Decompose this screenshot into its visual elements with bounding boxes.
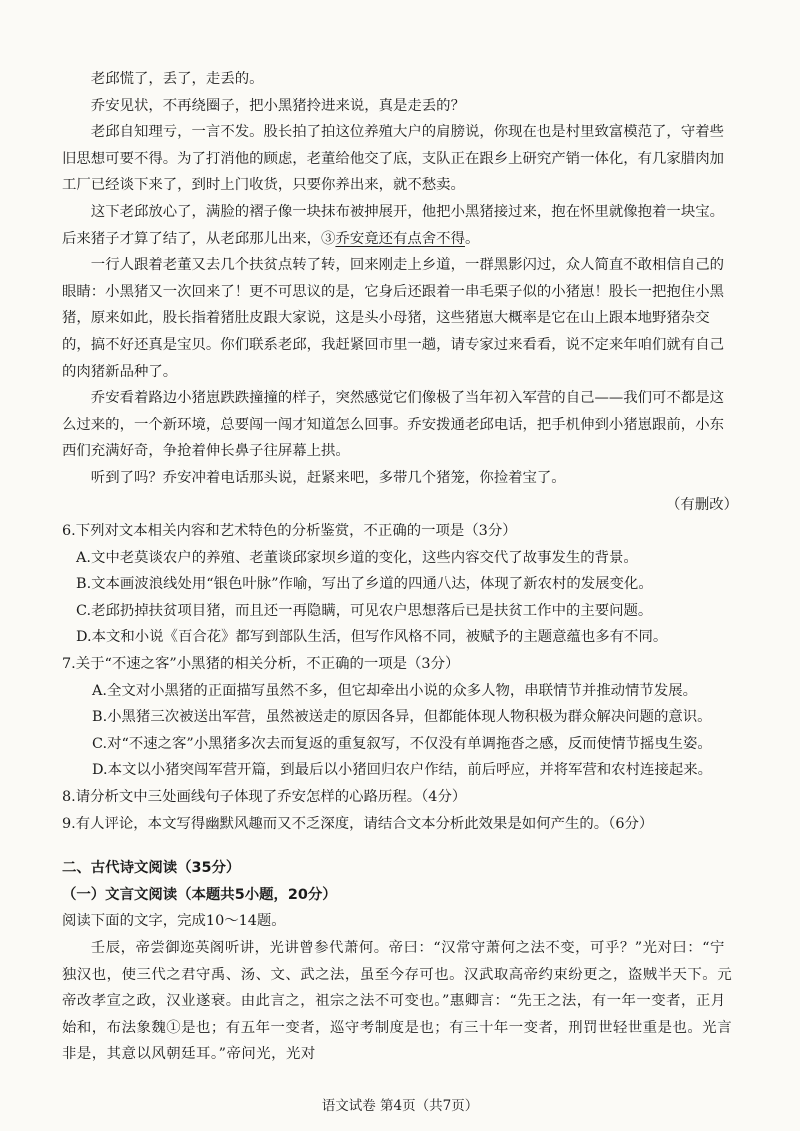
page-content: [62, 66, 738, 1068]
passage-paragraph: 老邱自知理亏，一言不发。股长拍了拍这位养殖大户的肩膀说，你现在也是村里致富模范了，守着些旧思想可要不得。为了打消他的顾虑，老董给他交了底，支队正在跟乡上研究产销一体化，有几家腊肉加工厂已经谈下来了，到时上门收货，只要你养出来，就不愁卖。: [62, 124, 724, 194]
subsection-heading: （一）文言文阅读（本题共5小题，20分）: [62, 886, 337, 903]
section-heading: 二、古代诗文阅读（35分）: [62, 860, 241, 877]
passage-paragraph: 乔安见状，不再绕圈子，把小黑猪拎进来说，真是走丢的？: [90, 97, 465, 114]
option-6d: D.本文和小说《百合花》都写到部队生活，但写作风格不同，被赋予的主题意蕴也多有不同。: [76, 629, 668, 646]
question-8: 8.请分析文中三处画线句子体现了乔安怎样的心路历程。（4分）: [62, 789, 467, 806]
option-7b: B.小黑猪三次被送出军营，虽然被送走的原因各异，但都能体现人物积极为群众解决问题的意识。: [92, 709, 712, 726]
question-9: 9.有人评论，本文写得幽默风趣而又不乏深度，请结合文本分析此效果是如何产生的。（6分）: [62, 815, 654, 832]
option-7d: D.本文以小猪突闯军营开篇，到最后以小猪回归农户作结，前后呼应，并将军营和农村连接起来。: [92, 762, 713, 779]
passage-paragraph: [62, 199, 738, 252]
passage-text: 这下老邱放心了，满脸的褶子像一块抹布被抻展开，他把小黑猪接过来，抱在怀里就像抱着一块宝。后来猪子才算了结了，从老邱那儿出来，③: [62, 203, 724, 247]
passage-paragraph: 老邱慌了，丢了，走丢的。: [90, 71, 264, 87]
classical-passage: 壬辰，帝尝御迩英阁听讲，光讲曾参代萧何。帝曰：“汉常守萧何之法不变，可乎？”光对曰：“宁独汉也，使三代之君守禹、汤、文、武之法，虽至今存可也。汉武取高帝约束纷更之，盗贼半天下。元帝改孝宣之政，汉业遂衰。由此言之，祖宗之法不可变也。”惠卿言：“先王之法，有一年一变者，正月始和，布法象魏①是也；有五年一变者，巡守考制度是也；有三十年一变者，刑罚世轻世重是也。光言非是，其意以风朝廷耳。”帝问光，光对: [62, 940, 733, 1063]
reading-instruction: 阅读下面的文字，完成10～14题。: [62, 913, 286, 930]
question-6: 6.下列对文本相关内容和艺术特色的分析鉴赏，不正确的一项是（3分）: [62, 523, 517, 540]
underlined-sentence-3: 乔安竟还有点舍不得: [335, 230, 465, 247]
passage-paragraph: 乔安看着路边小猪崽跌跌撞撞的样子，突然感觉它们像极了当年初入军营的自己——我们可不都是这么过来的，一个新环境，总要闯一闯才知道怎么回事。乔安拨通老邱电话，把手机伸到小猪崽跟前，小东西们充满好奇，争抢着伸长鼻子往屏幕上拱。: [62, 390, 724, 460]
source-note: （有删改）: [666, 496, 738, 513]
option-7c: C.对“不速之客”小黑猪多次去而复返的重复叙写，不仅没有单调拖沓之感，反而使情节摇曳生姿。: [92, 735, 712, 752]
option-6c: C.老邱扔掉扶贫项目猪，而且还一再隐瞒，可见农户思想落后已是扶贫工作中的主要问题。: [76, 602, 653, 619]
option-6b: B.文本画波浪线处用“银色叶脉”作喻，写出了乡道的四通八达，体现了新农村的发展变化。: [76, 576, 653, 593]
question-7: 7.关于“不速之客”小黑猪的相关分析，不正确的一项是（3分）: [62, 656, 460, 673]
passage-paragraph: 一行人跟着老董又去几个扶贫点转了转，回来刚走上乡道，一群黑影闪过，众人简直不敢相信自己的眼睛：小黑猪又一次回来了！更不可思议的是，它身后还跟着一串毛栗子似的小猪崽！股长一把抱住小黑猪，原来如此，股长指着猪肚皮跟大家说，这是头小母猪，这些猪崽大概率是它在山上跟本地野猪杂交的，搞不好还真是宝贝。你们联系老邱，我赶紧回市里一趟，请专家过来看看，说不定来年咱们就有自己的肉猪新品种了。: [62, 257, 724, 380]
option-6a: A.文中老莫谈农户的养殖、老董谈邱家坝乡道的变化，这些内容交代了故事发生的背景。: [76, 549, 638, 566]
option-7a: A.全文对小黑猪的正面描写虽然不多，但它却牵出小说的众多人物，串联情节并推动情节发展。: [92, 682, 697, 699]
section-gap: [62, 837, 738, 849]
passage-paragraph: 听到了吗？乔安冲着电话那头说，赶紧来吧，多带几个猪笼，你捡着宝了。: [90, 469, 566, 486]
page-footer: 语文试卷 第4页（共7页）: [321, 1098, 479, 1114]
passage-text: 。: [464, 230, 480, 247]
